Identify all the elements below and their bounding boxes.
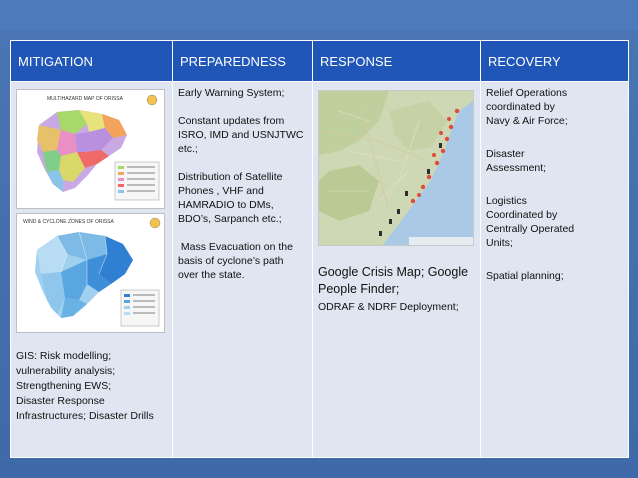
header-mitigation: MITIGATION: [11, 41, 173, 82]
cell-preparedness: [173, 82, 313, 458]
prep-line: Constant updates from: [178, 115, 285, 127]
mitigation-line: GIS: Risk modelling;: [16, 350, 112, 362]
mitigation-text: [16, 349, 167, 424]
prep-block-evacuation: [178, 240, 307, 282]
header-recovery: RECOVERY: [481, 41, 629, 82]
prep-line: Early Warning System;: [178, 87, 285, 99]
recovery-line: Coordinated by: [486, 209, 558, 221]
prep-line: Phones , VHF and: [178, 185, 264, 197]
recovery-line: Spatial planning;: [486, 270, 564, 282]
mitigation-line: vulnerability analysis;: [16, 365, 116, 377]
map1-title: MULTIHAZARD MAP OF ORISSA: [47, 96, 123, 102]
google-crisis-map-image: [318, 90, 474, 246]
prep-block-distribution: [178, 170, 307, 226]
recovery-block-assessment: [486, 147, 623, 175]
slide-top-band: [0, 0, 638, 30]
recovery-block-spatial: [486, 269, 623, 283]
prep-block-early-warning: [178, 86, 307, 100]
cell-mitigation: [11, 82, 173, 458]
recovery-line: Assessment;: [486, 162, 547, 174]
map2-title: WIND & CYCLONE ZONES OF ORISSA: [23, 219, 114, 225]
header-row: [11, 41, 629, 82]
response-deployment-text: ODRAF & NDRF Deployment;: [318, 301, 459, 313]
recovery-line: Centrally Operated: [486, 223, 575, 235]
prep-line: ISRO, IMD and USNJTWC: [178, 129, 304, 141]
response-line: Google Crisis Map; Google: [318, 265, 469, 279]
prep-line: HAMRADIO to DMs,: [178, 199, 274, 211]
recovery-line: Units;: [486, 237, 513, 249]
wind-cyclone-map-image: [16, 213, 165, 333]
disaster-management-table: [10, 40, 629, 458]
content-row: [11, 82, 629, 458]
prep-block-updates: [178, 114, 307, 156]
header-response: RESPONSE: [313, 41, 481, 82]
response-line: People Finder;: [318, 282, 400, 296]
mitigation-line: Infrastructures; Disaster Drills: [16, 410, 154, 422]
response-main-text: [318, 264, 475, 298]
prep-line: etc.;: [178, 143, 198, 155]
recovery-line: coordinated by: [486, 101, 555, 113]
prep-line: basis of cyclone’s path: [178, 255, 284, 267]
slide-bottom-band: [0, 462, 638, 478]
prep-line: over the state.: [178, 269, 245, 281]
cell-response: [313, 82, 481, 458]
prep-line: Distribution of Satellite: [178, 171, 283, 183]
recovery-block-logistics: [486, 194, 623, 250]
cell-recovery: [481, 82, 629, 458]
recovery-line: Navy & Air Force;: [486, 115, 568, 127]
header-preparedness: PREPAREDNESS: [173, 41, 313, 82]
recovery-block-relief: [486, 86, 623, 128]
recovery-line: Disaster: [486, 148, 525, 160]
mitigation-line: Strengthening EWS;: [16, 380, 112, 392]
prep-line: Mass Evacuation on the: [178, 241, 293, 253]
prep-line: BDO’s, Sarpanch etc.;: [178, 213, 282, 225]
recovery-line: Logistics: [486, 195, 527, 207]
multihazard-map-image: [16, 89, 165, 209]
mitigation-line: Disaster Response: [16, 395, 105, 407]
recovery-line: Relief Operations: [486, 87, 568, 99]
